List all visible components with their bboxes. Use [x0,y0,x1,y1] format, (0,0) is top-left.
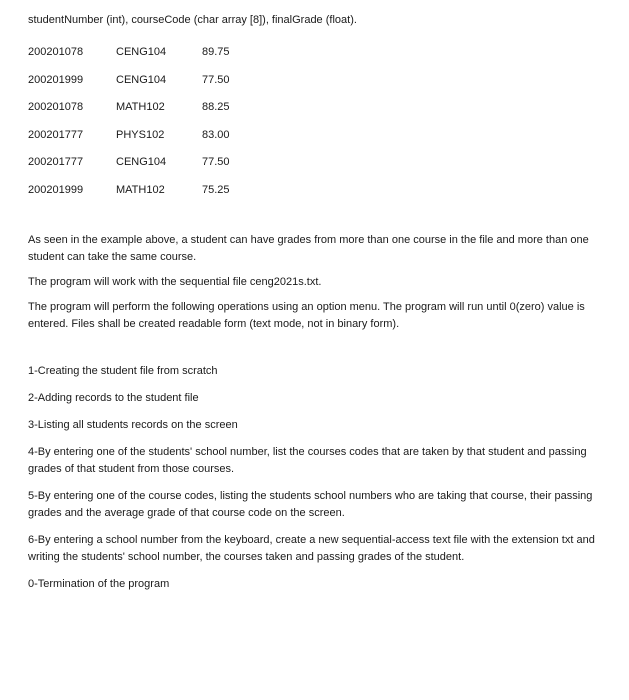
grade-cell: 77.50 [202,73,230,86]
document-page [28,12,598,603]
menu-option: 5-By entering one of the course codes, listing the students school numbers who are taking that course, their passing grades and the average grade of that course code on the screen. [28,490,593,519]
course-code-cell: CENG104 [116,46,167,59]
student-number-cell: 200201777 [28,128,84,141]
grade-cell: 89.75 [202,46,230,59]
menu-option: 6-By entering a school number from the keyboard, create a new sequential-access text file with the extension txt and writing the students' school number, the courses taken and passing grades of the student. [28,534,595,563]
student-number-cell: 200201078 [28,46,84,59]
paragraph: The program will perform the following operations using an option menu. The program will run until 0(zero) value is entered. Files shall be created readable form (text mode, not in binary form). [28,301,585,330]
option-menu-list [28,363,598,593]
course-code-cell: PHYS102 [116,128,165,141]
paragraph: As seen in the example above, a student can have grades from more than one course in the file and more than one student can take the same course. [28,234,589,263]
student-number-cell: 200201999 [28,73,84,86]
table-row [28,67,262,95]
grade-cell: 88.25 [202,101,230,114]
field-description: studentNumber (int), courseCode (char array [8]), finalGrade (float). [28,14,357,26]
menu-option: 2-Adding records to the student file [28,392,199,404]
course-code-cell: MATH102 [116,183,165,196]
table-row [28,94,262,122]
student-number-cell: 200201078 [28,101,84,114]
grade-cell: 75.25 [202,183,230,196]
student-number-cell: 200201999 [28,183,84,196]
menu-option: 0-Termination of the program [28,578,170,590]
menu-option: 3-Listing all students records on the screen [28,419,238,431]
records-table [28,39,262,204]
description-section [28,232,598,333]
paragraph: The program will work with the sequential file ceng2021s.txt. [28,276,322,288]
menu-option: 4-By entering one of the students' school number, list the courses codes that are taken by that student and passing grades of that student from those courses. [28,446,587,475]
table-row [28,39,262,67]
grade-cell: 77.50 [202,156,230,169]
student-number-cell: 200201777 [28,156,84,169]
course-code-cell: MATH102 [116,101,165,114]
table-row [28,177,262,205]
course-code-cell: CENG104 [116,73,167,86]
course-code-cell: CENG104 [116,156,167,169]
table-row [28,149,262,177]
grade-cell: 83.00 [202,128,230,141]
menu-option: 1-Creating the student file from scratch [28,365,218,377]
table-row [28,122,262,150]
